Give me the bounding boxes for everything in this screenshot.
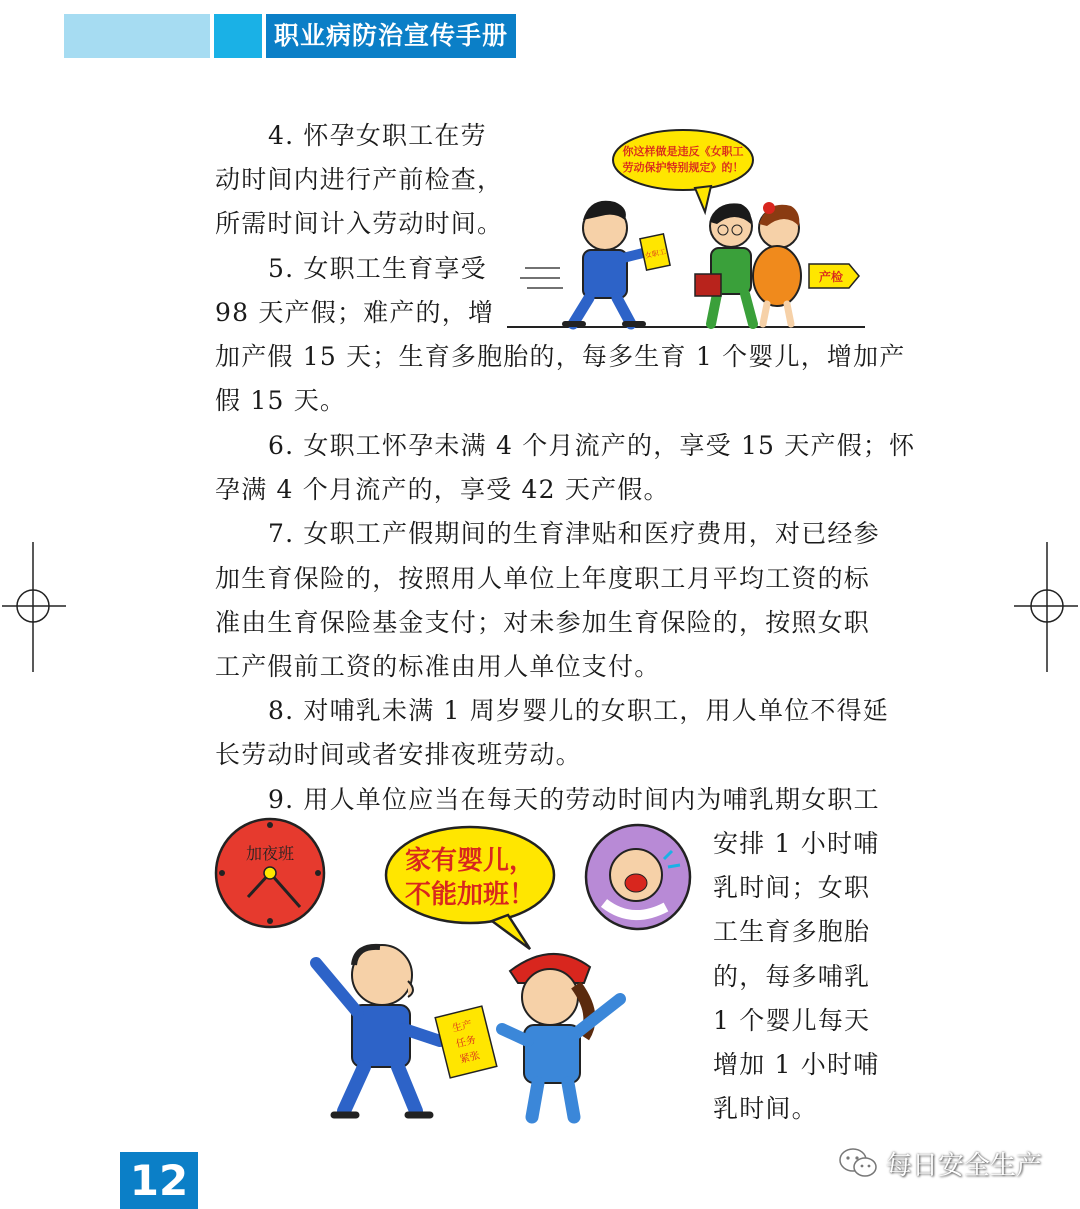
female-colleague [695,203,753,324]
pregnant-worker [753,202,801,324]
para-9-line-6: 1 个婴儿每天 [713,1006,871,1035]
para-5-line-2: 98 天产假；难产的，增 [215,298,495,327]
para-6-line-2: 孕满 4 个月流产的，享受 42 天产假。 [215,475,670,504]
watermark [838,1143,1042,1183]
female-worker-character [502,954,620,1117]
para-8-line-2: 长劳动时间或者安排夜班劳动。 [215,740,582,769]
registration-mark-right [1012,540,1080,675]
page-number: 12 [120,1152,198,1209]
para-7-line-3: 准由生育保险基金支付；对未参加生育保险的，按照女职 [215,608,871,637]
wechat-icon [838,1146,878,1180]
registration-mark-left [0,540,70,675]
para-7-line-4: 工产假前工资的标准由用人单位支付。 [215,652,661,681]
para-9-line-1: 9. 用人单位应当在每天的劳动时间内为哺乳期女职工 [268,785,880,814]
watermark-text: 每日安全生产 [886,1150,1043,1181]
para-7-line-1: 7. 女职工产假期间的生育津贴和医疗费用，对已经参 [268,519,880,548]
para-6-line-1: 6. 女职工怀孕未满 4 个月流产的，享受 15 天产假；怀 [268,431,916,460]
para-4-line-2: 动时间内进行产前检查， [215,165,504,194]
para-5-line-4: 假 15 天。 [215,386,347,415]
speech2-text-1: 家有婴儿， [404,846,536,876]
prenatal-sign-text: 产检 [818,270,844,284]
header-title: 职业病防治宣传手册 [266,14,516,58]
illustration-no-overtime [212,815,700,1125]
header-bar-light [64,14,210,58]
speech-text-2: 劳动保护特别规定》的！ [622,161,744,174]
para-9-line-7: 增加 1 小时哺 [713,1050,880,1079]
illustration-prenatal-check [505,128,867,330]
speech-text-1: 你这样做是违反《女职工 [622,145,744,158]
para-9-line-5: 的，每多哺乳 [713,962,871,991]
task-doc-line-1: 生产 [451,1019,474,1035]
task-doc-line-2: 任务 [455,1034,478,1051]
speech-bubble [613,130,753,190]
para-4-line-1: 4. 怀孕女职工在劳 [268,121,487,150]
para-9-line-8: 乳时间。 [713,1094,818,1123]
document-text: 女职工 [644,247,667,261]
crying-baby-icon [586,825,690,929]
para-8-line-1: 8. 对哺乳未满 1 周岁婴儿的女职工，用人单位不得延 [268,696,890,725]
speech2-text-2: 不能加班！ [404,880,536,910]
running-manager [565,201,655,324]
clock-icon [216,819,324,927]
task-doc-line-3: 紧张 [458,1050,482,1066]
para-5-line-1: 5. 女职工生育享受 [268,254,487,283]
para-9-line-2: 安排 1 小时哺 [713,829,880,858]
para-7-line-2: 加生育保险的，按照用人单位上年度职工月平均工资的标 [215,564,871,593]
para-9-line-3: 乳时间；女职 [713,873,871,902]
clock-label: 加夜班 [245,844,295,863]
header-bar-mid [214,14,262,58]
para-9-line-4: 工生育多胞胎 [713,917,871,946]
para-5-line-3: 加产假 15 天；生育多胞胎的，每多生育 1 个婴儿，增加产 [215,342,906,371]
boss-character [316,945,440,1115]
para-4-line-3: 所需时间计入劳动时间。 [215,209,504,238]
